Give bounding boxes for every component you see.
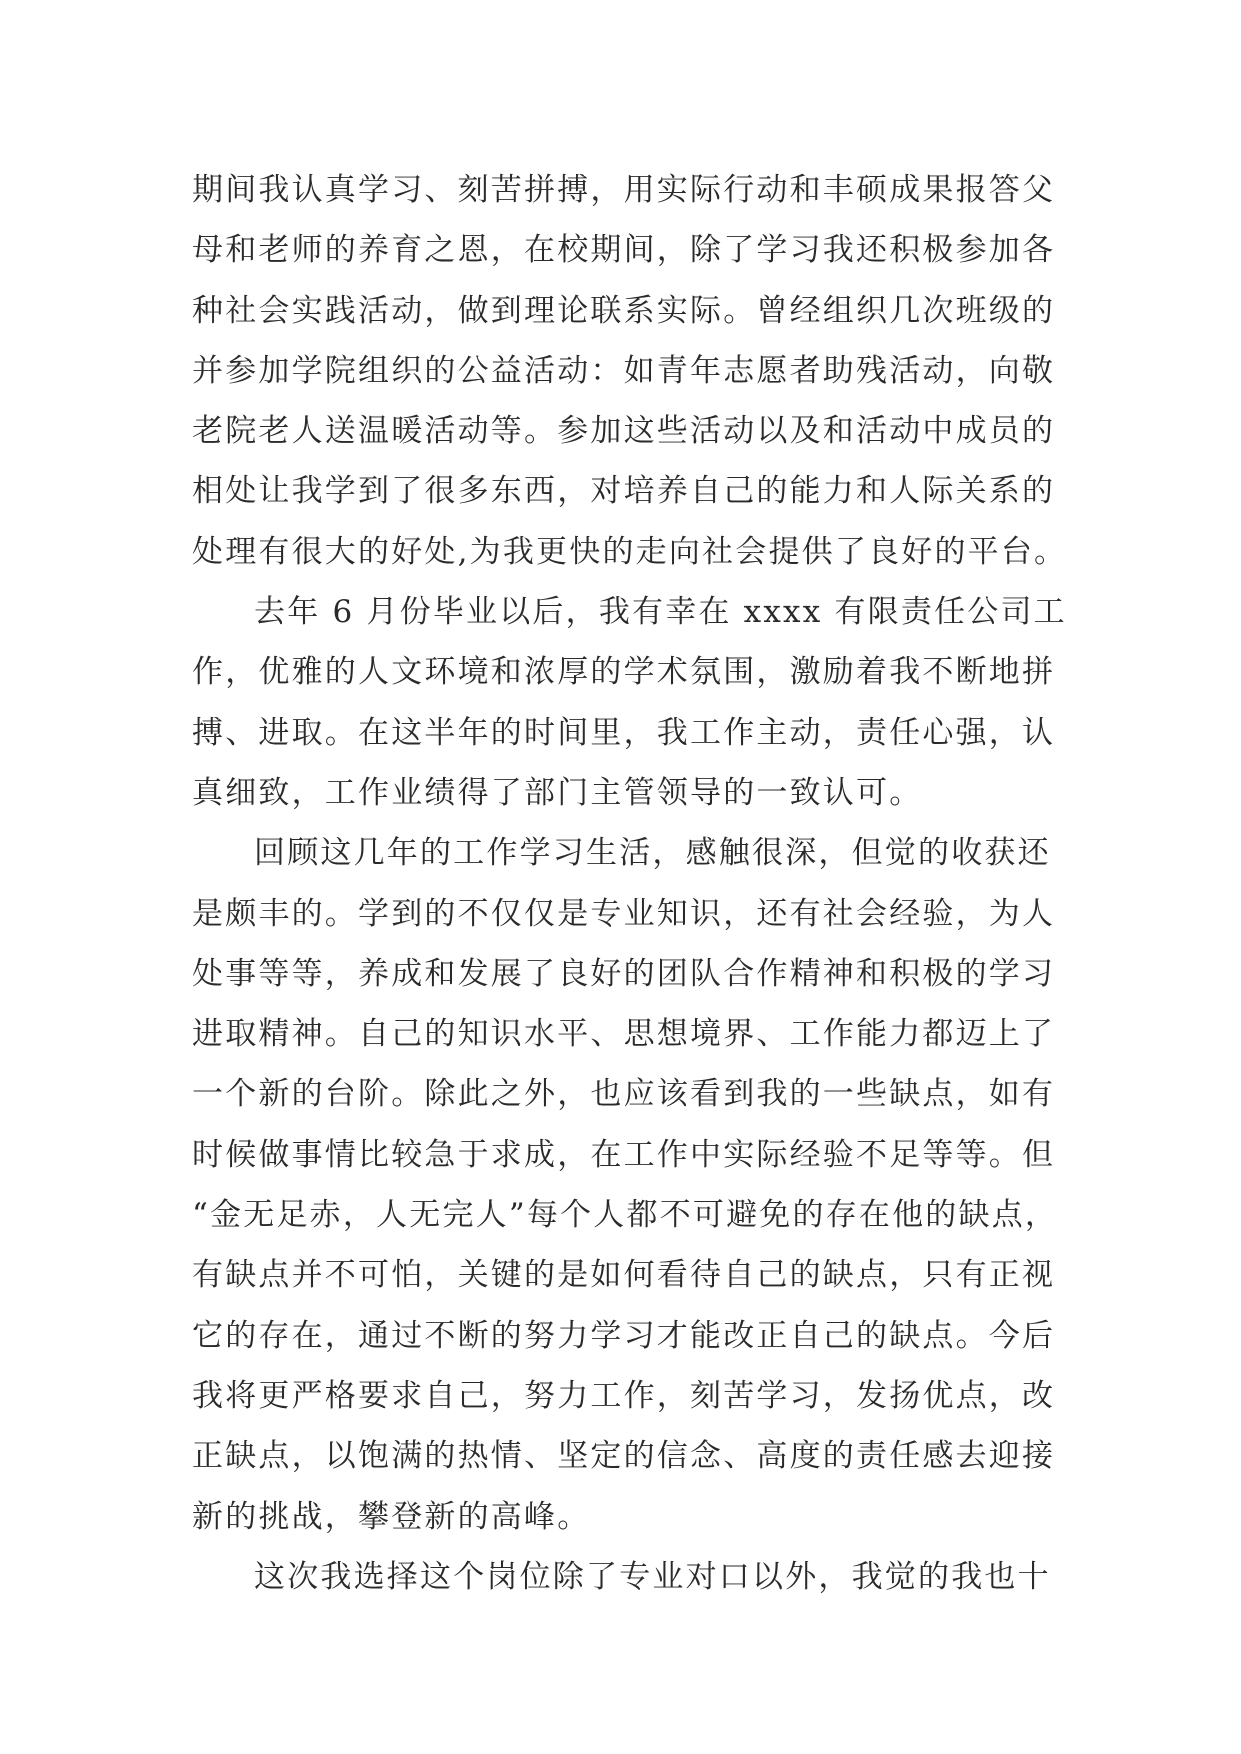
text-line: 种社会实践活动，做到理论联系实际。曾经组织几次班级的 (192, 292, 1056, 329)
document-body (192, 160, 1068, 1607)
paragraph-3 (192, 823, 1059, 1547)
text-line: 这次我选择这个岗位除了专业对口以外，我觉的我也十 (254, 1558, 1051, 1595)
text-line: 一个新的台阶。除此之外，也应该看到我的一些缺点，如有 (192, 1076, 1056, 1113)
text-line: 去年 6 月份毕业以后，我有幸在 xxxx 有限责任公司工 (254, 594, 1067, 631)
text-line: 处事等等，养成和发展了良好的团队合作精神和积极的学习 (192, 955, 1056, 992)
text-line: 老院老人送温暖活动等。参加这些活动以及和活动中成员的 (192, 413, 1056, 450)
text-line: 处理有很大的好处,为我更快的走向社会提供了良好的平台。 (192, 533, 1068, 570)
text-line: 它的存在，通过不断的努力学习才能改正自己的缺点。今后 (192, 1317, 1056, 1354)
text-line: 时候做事情比较急于求成，在工作中实际经验不足等等。但 (192, 1136, 1056, 1173)
text-line: “金无足赤，人无完人”每个人都不可避免的存在他的缺点， (192, 1197, 1059, 1234)
text-line: 作，优雅的人文环境和浓厚的学术氛围，激励着我不断地拼 (192, 654, 1056, 691)
paragraph-2 (192, 582, 1067, 823)
text-line: 相处让我学到了很多东西，对培养自己的能力和人际关系的 (192, 473, 1056, 510)
paragraph-1 (192, 160, 1068, 582)
text-line: 进取精神。自己的知识水平、思想境界、工作能力都迈上了 (192, 1016, 1056, 1053)
text-line: 正缺点，以饱满的热情、坚定的信念、高度的责任感去迎接 (192, 1438, 1056, 1475)
paragraph-4 (192, 1547, 1051, 1607)
text-line: 并参加学院组织的公益活动：如青年志愿者助残活动，向敬 (192, 352, 1056, 389)
text-line: 是颇丰的。学到的不仅仅是专业知识，还有社会经验，为人 (192, 895, 1056, 932)
text-line: 真细致，工作业绩得了部门主管领导的一致认可。 (192, 774, 923, 811)
text-line: 搏、进取。在这半年的时间里，我工作主动，责任心强，认 (192, 714, 1056, 751)
text-line: 新的挑战，攀登新的高峰。 (192, 1498, 591, 1535)
text-line: 回顾这几年的工作学习生活，感触很深，但觉的收获还 (254, 835, 1051, 872)
text-line: 有缺点并不可怕，关键的是如何看待自己的缺点，只有正视 (192, 1257, 1056, 1294)
text-line: 期间我认真学习、刻苦拼搏，用实际行动和丰硕成果报答父 (192, 172, 1056, 208)
text-line: 母和老师的养育之恩，在校期间，除了学习我还积极参加各 (192, 232, 1056, 269)
text-line: 我将更严格要求自己，努力工作，刻苦学习，发扬优点，改 (192, 1377, 1056, 1414)
